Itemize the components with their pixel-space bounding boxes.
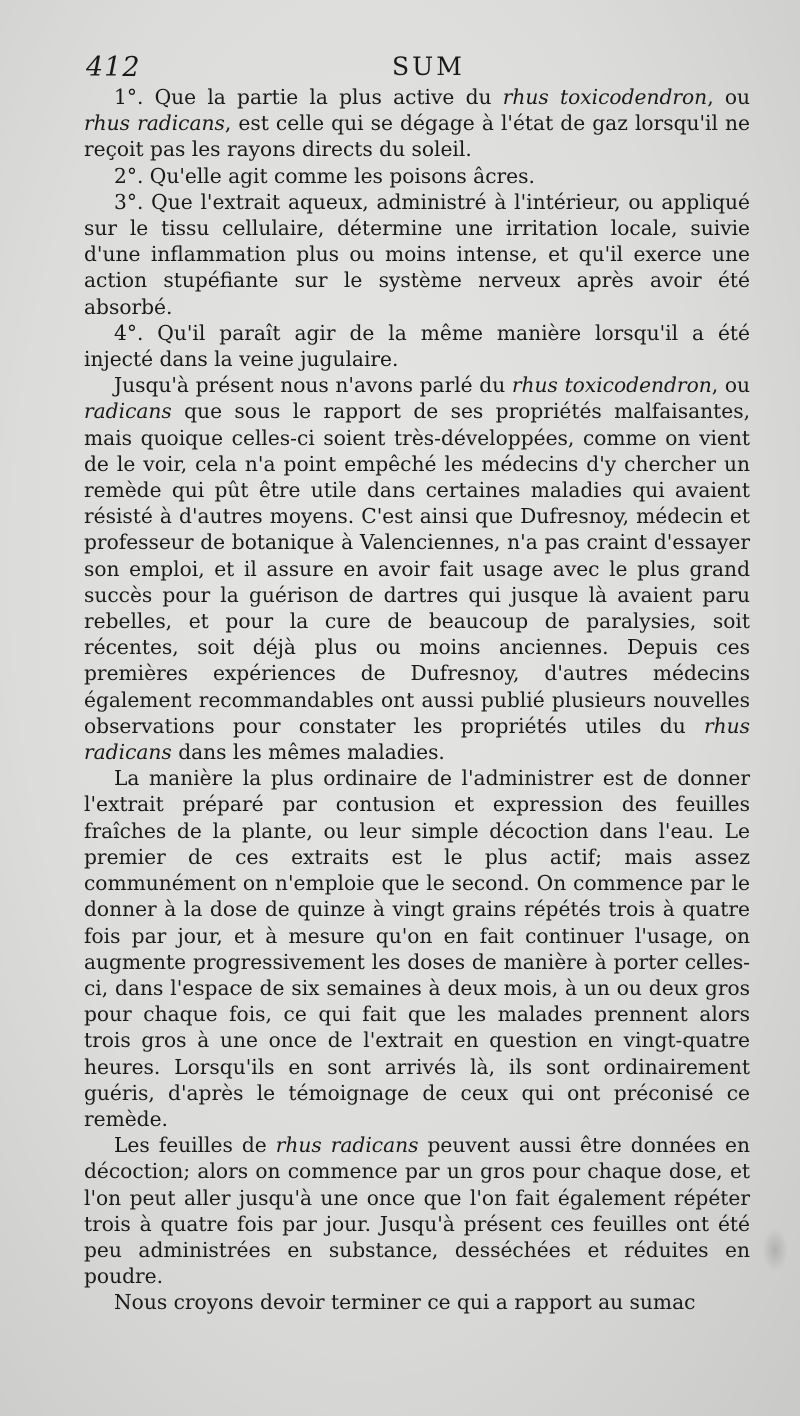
italic-term: rhus radicans [84,713,750,765]
text-run: La manière la plus ordinaire de l'administrer est de donner l'extrait préparé par contusion et expression des feuilles fraîches de la plante, ou leur simple décoction dans l'eau. Le premier de ces extraits est le plus actif; mais assez communément on n'emploie que le second. On commence par le donner à la dose de quinze à vingt grains répétés trois à quatre fois par jour, et à mesure qu'on en fait continuer l'usage, on augmente progressivement les doses de manière à porter celles-ci, dans l'espace de six semaines à deux mois, à un ou deux gros pour chaque fois, ce qui fait que les malades prennent alors trois gros à une once de l'extrait en question en vingt-quatre heures. Lorsqu'ils en sont arrivés là, ils sont ordinairement guéris, d'après le témoignage de ceux qui ont préconisé ce remède. [84,766,750,1131]
text-run: 4°. Qu'il paraît agir de la même manière lorsqu'il a été injecté dans la veine jugulaire. [84,320,750,372]
running-head: SUM [392,52,465,81]
text-run: Les feuilles de [114,1133,276,1158]
text-run: , est celle qui se dégage à l'état de gaz lorsqu'il ne reçoit pas les rayons directs du soleil. [84,111,751,162]
paragraph [84,372,750,765]
text-run: 2°. Qu'elle agit comme les poisons âcres. [114,163,535,188]
italic-term: rhus radicans [275,1133,419,1158]
text-run: dans les mêmes maladies. [171,740,445,765]
italic-term: rhus toxicodendron [511,373,712,398]
paragraph [84,189,750,320]
paragraph [84,1289,750,1315]
text-run: , ou [707,85,750,109]
italic-term: radicans [84,399,172,424]
paragraph [84,163,750,189]
italic-term: rhus radicans [84,111,225,136]
body-text [84,84,750,1316]
text-run: 1°. Que la partie la plus active du [114,85,503,109]
text-run: Nous croyons devoir terminer ce qui a rapport au sumac [114,1290,696,1315]
text-run: peuvent aussi être données en décoction; alors on commence par un gros pour chaque dose, et l'on peut aller jusqu'à une once que l'on fait également répéter trois à quatre fois par jour. Jusqu'à présent ces feuilles ont été peu administrées en substance, desséchées et réduites en poudre. [84,1133,751,1289]
text-run: que sous le rapport de ses propriétés malfaisantes, mais quoique celles-ci soient très-développées, comme on vient de le voir, cela n'a point empêché les médecins d'y chercher un remède qui pût être utile dans certaines maladies qui avaient résisté à d'autres moyens. C'est ainsi que Dufresnoy, médecin et professeur de botanique à Valenciennes, n'a pas craint d'essayer son emploi, et il assure en avoir fait usage avec le plus grand succès pour la guérison de dartres qui jusque là avaient paru rebelles, et pour la cure de beaucoup de paralysies, soit récentes, soit déjà plus ou moins anciennes. Depuis ces premières expériences de Dufresnoy, d'autres médecins également recommandables ont aussi publié plusieurs nouvelles observations pour constater les propriétés utiles du [84,399,750,738]
paragraph [84,1132,750,1289]
paragraph [84,320,750,372]
text-run: , ou [711,373,750,398]
text-run: Jusqu'à présent nous n'avons parlé du [114,373,512,398]
text-run: 3°. Que l'extrait aqueux, administré à l'intérieur, ou appliqué sur le tissu cellulaire, détermine une irritation locale, suivie d'une inflammation plus ou moins intense, et qu'il exerce une action stupéfiante sur le système nerveux après avoir été absorbé. [84,189,750,319]
italic-term: rhus toxicodendron [502,85,708,109]
page-number: 412 [86,52,141,83]
paragraph [84,765,750,1132]
paragraph [84,84,750,163]
paper-stain [762,1228,788,1272]
